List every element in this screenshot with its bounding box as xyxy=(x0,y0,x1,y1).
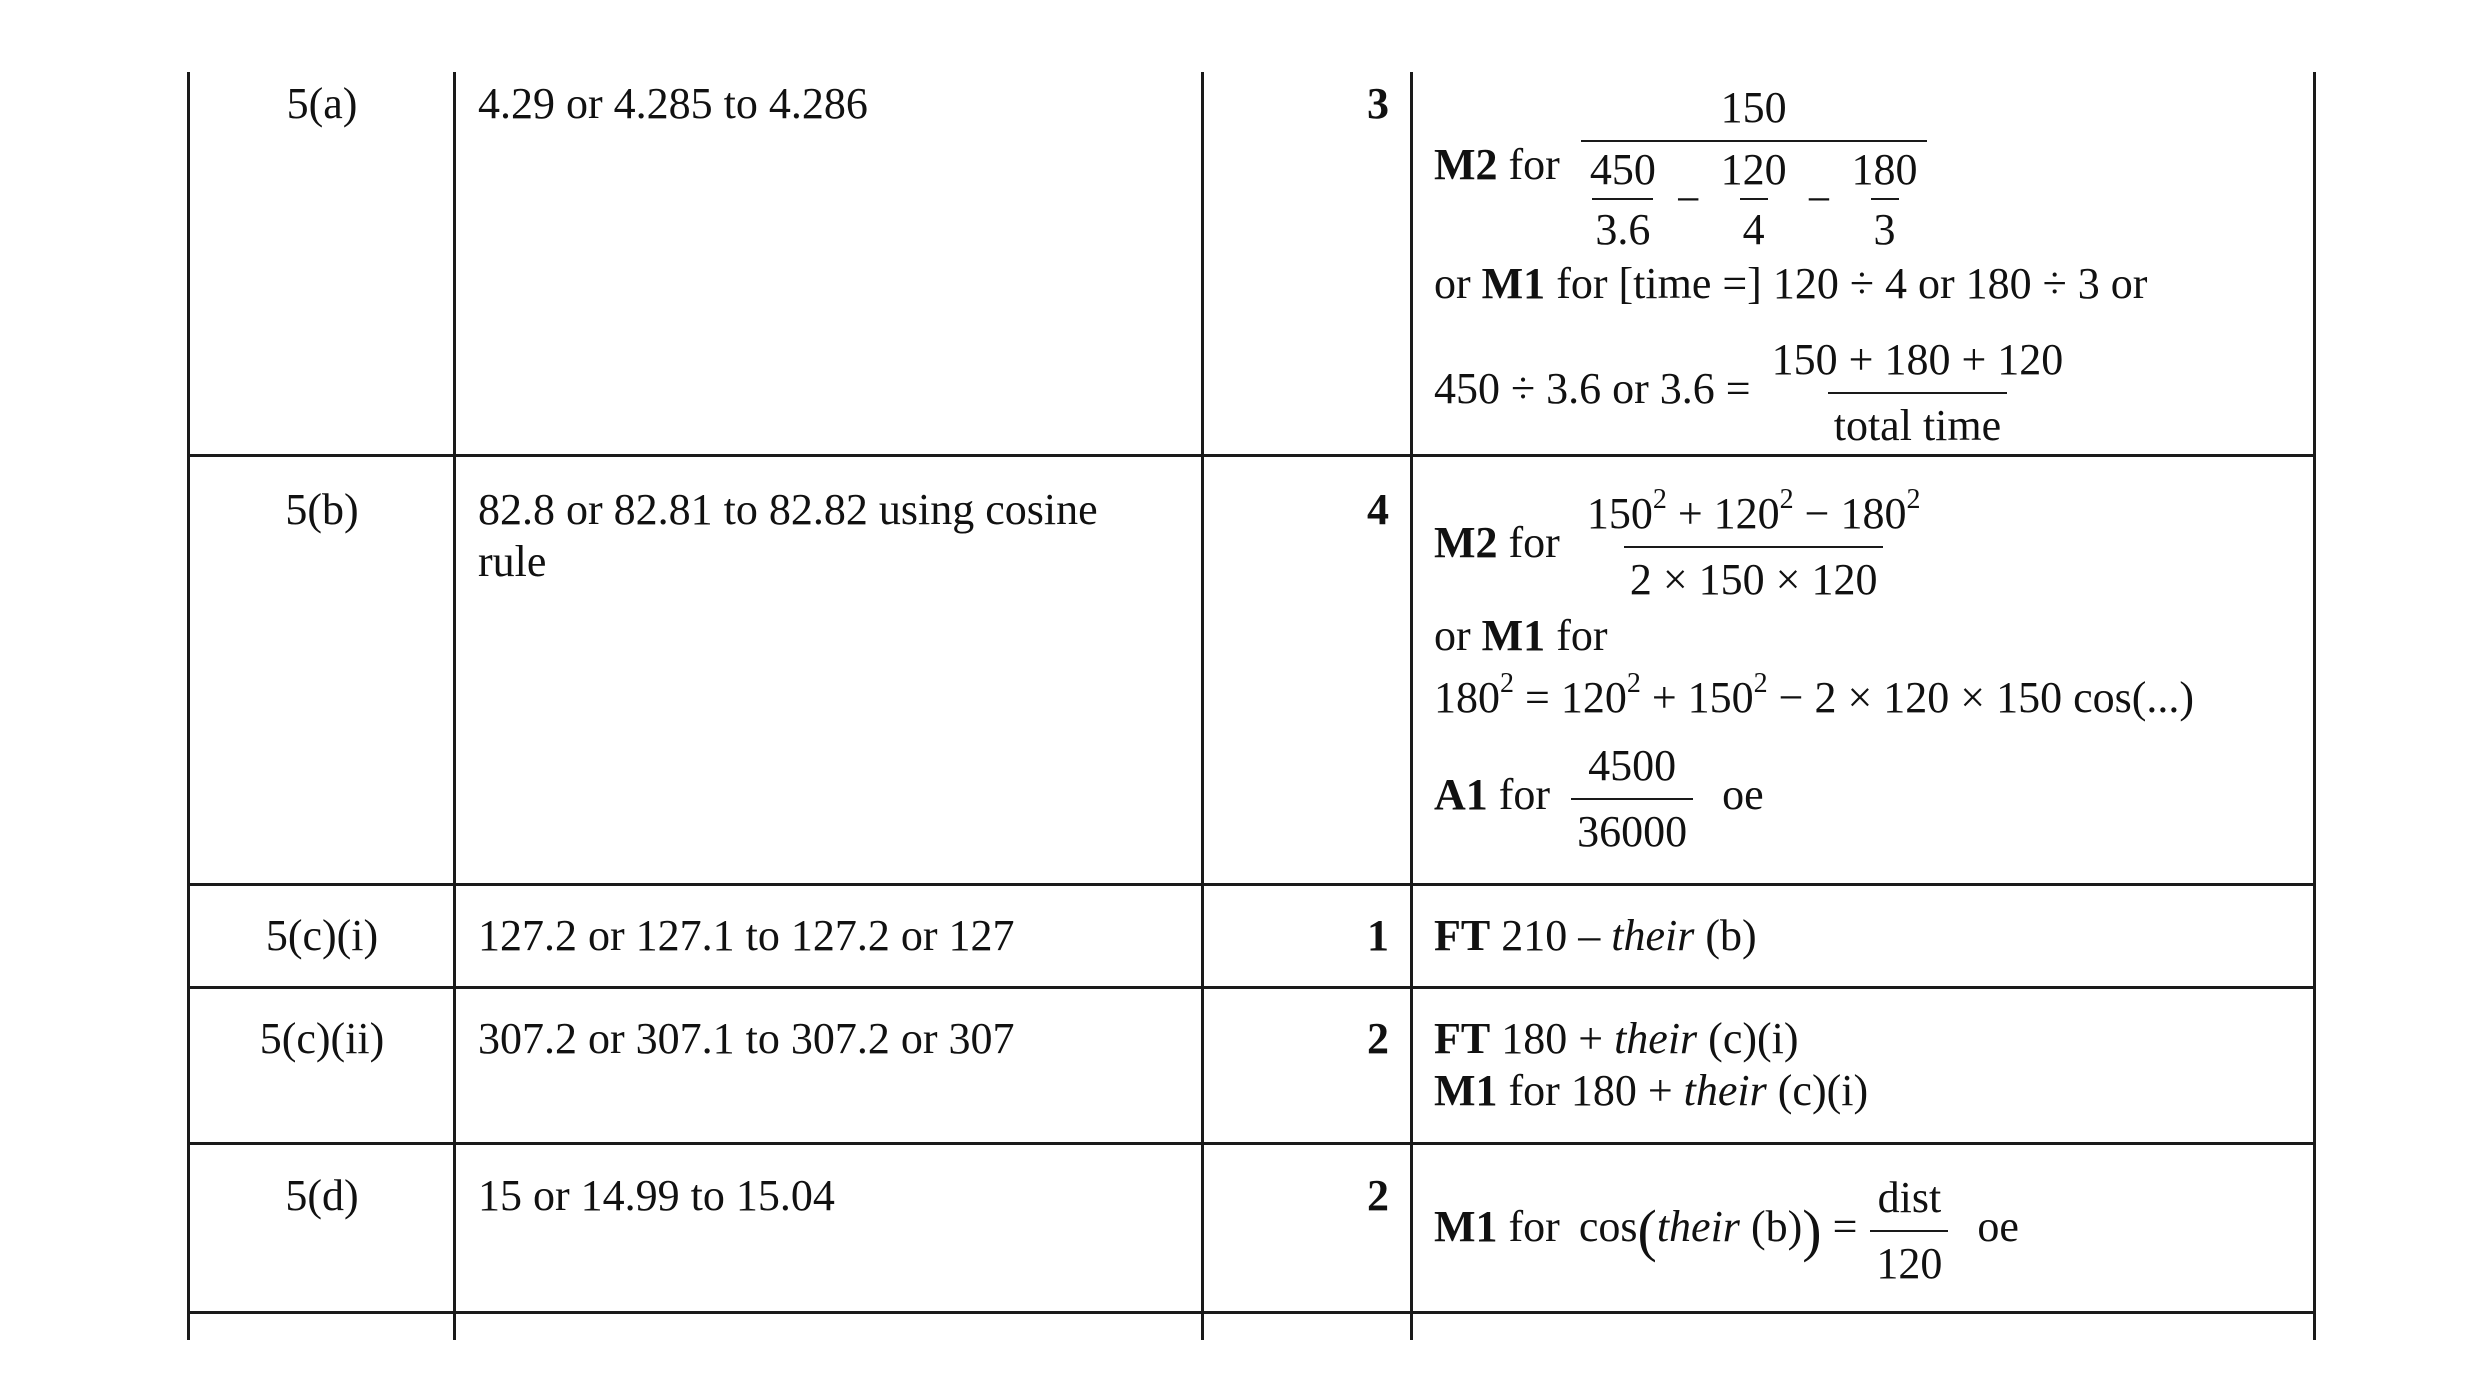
table-border-right xyxy=(2313,72,2316,1340)
term: 180 xyxy=(1434,673,1500,722)
answer-text: 307.2 or 307.1 to 307.2 or 307 xyxy=(478,1014,1015,1063)
or-text: or xyxy=(1434,611,1471,660)
guidance-m1-line xyxy=(1434,1065,1868,1117)
equals-sign: = xyxy=(1832,1202,1858,1252)
answer-text: 82.8 or 82.81 to 82.82 using cosine xyxy=(478,485,1098,534)
minus-sign: − xyxy=(1675,175,1701,224)
minus-sign: − xyxy=(1806,175,1832,224)
question-number: 5(d) xyxy=(285,1171,359,1220)
term: − 180 xyxy=(1804,489,1907,538)
question-number: 5(a) xyxy=(286,79,358,128)
term-denominator: 3.6 xyxy=(1592,198,1653,256)
for-text: for xyxy=(1556,611,1608,660)
guidance-text: 450 ÷ 3.6 or 3.6 = xyxy=(1434,364,1751,414)
marks-value: 4 xyxy=(1367,485,1389,534)
answer-text: 4.29 or 4.285 to 4.286 xyxy=(478,79,868,128)
term: + 150 xyxy=(1651,673,1754,722)
oe-text: oe xyxy=(1977,1202,2019,1252)
fraction-numerator: 4500 xyxy=(1588,741,1677,790)
marks-value: 1 xyxy=(1367,911,1389,960)
answer-text: 15 or 14.99 to 15.04 xyxy=(478,1171,835,1220)
cosine-rule-equation xyxy=(1434,668,2195,724)
guidance-text: 210 – xyxy=(1501,911,1601,960)
squared: 2 xyxy=(1500,668,1514,700)
answer-text: 127.2 or 127.1 to 127.2 or 127 xyxy=(478,911,1015,960)
row-divider xyxy=(187,1311,2316,1314)
marks-value: 2 xyxy=(1367,1014,1389,1063)
row-divider xyxy=(187,454,2316,457)
for-text: for xyxy=(1498,770,1551,820)
question-number: 5(c)(i) xyxy=(265,911,379,960)
term: + 120 xyxy=(1677,489,1780,538)
or-text: or xyxy=(1434,259,1471,308)
term-denominator: 4 xyxy=(1740,198,1768,256)
guidance-ft-line xyxy=(1434,910,1757,962)
question-number: 5(b) xyxy=(285,485,359,534)
row-divider xyxy=(187,1142,2316,1145)
close-paren: ) xyxy=(1802,1198,1822,1263)
term: = 120 xyxy=(1525,673,1627,722)
distance-fraction xyxy=(1870,1172,1948,1290)
fraction-numerator: 150 xyxy=(1720,83,1787,132)
squared: 2 xyxy=(1779,484,1794,516)
term-numerator: 180 xyxy=(1851,145,1918,194)
squared: 2 xyxy=(1753,668,1768,700)
question-number: 5(c)(ii) xyxy=(259,1014,385,1063)
guidance-text: (b) xyxy=(1705,911,1757,960)
guidance-text: (c)(i) xyxy=(1777,1066,1869,1115)
fraction-denominator: 36000 xyxy=(1571,798,1693,858)
guidance-text: for 180 + xyxy=(1508,1066,1673,1115)
fraction-denominator: 2 × 150 × 120 xyxy=(1624,546,1884,606)
term: 150 xyxy=(1586,489,1653,538)
total-speed-fraction xyxy=(1766,334,2070,452)
for-text: for xyxy=(1508,518,1560,568)
guidance-m2-line xyxy=(1434,82,1927,256)
column-divider xyxy=(1201,72,1204,1340)
fraction-numerator xyxy=(1581,484,1927,546)
their-text: their xyxy=(1656,1202,1740,1252)
method-mark-label: M1 xyxy=(1481,611,1546,660)
guidance-text: 180 + xyxy=(1501,1014,1604,1063)
guidance-m2-line xyxy=(1434,484,1927,606)
guidance-m1-line xyxy=(1434,258,2147,310)
column-divider xyxy=(453,72,456,1340)
answer-text: rule xyxy=(478,537,547,586)
fraction-numerator: 150 + 180 + 120 xyxy=(1771,335,2064,384)
guidance-a1-line xyxy=(1434,740,1764,858)
guidance-speed-line xyxy=(1434,334,2069,452)
squared: 2 xyxy=(1906,484,1921,516)
accuracy-mark-label: A1 xyxy=(1434,770,1488,820)
squared: 2 xyxy=(1626,668,1641,700)
term-denominator: 3 xyxy=(1871,198,1899,256)
for-text: for xyxy=(1508,1202,1560,1252)
term-numerator: 120 xyxy=(1720,145,1787,194)
guidance-m1-line xyxy=(1434,1172,2019,1290)
follow-through-label: FT xyxy=(1434,911,1491,960)
method-mark-label: M1 xyxy=(1434,1066,1498,1115)
follow-through-label: FT xyxy=(1434,1014,1491,1063)
a1-fraction xyxy=(1571,740,1693,858)
method-mark-label: M1 xyxy=(1434,1202,1498,1252)
term-fraction xyxy=(1849,144,1921,256)
open-paren: ( xyxy=(1637,1198,1657,1263)
oe-text: oe xyxy=(1722,770,1764,820)
method-mark-label: M2 xyxy=(1434,518,1498,568)
method-mark-label: M2 xyxy=(1434,140,1498,190)
guidance-m1-line xyxy=(1434,610,1608,662)
fraction-numerator: dist xyxy=(1877,1173,1942,1222)
term-fraction xyxy=(1718,144,1790,256)
term-fraction xyxy=(1587,144,1659,256)
their-text: their xyxy=(1614,1014,1698,1063)
guidance-text: (c)(i) xyxy=(1708,1014,1799,1063)
guidance-text: (b) xyxy=(1750,1202,1803,1252)
cos-text: cos xyxy=(1578,1202,1638,1252)
table-border-left xyxy=(187,72,190,1340)
marks-value: 2 xyxy=(1367,1171,1389,1220)
for-text: for xyxy=(1508,140,1560,190)
term-numerator: 450 xyxy=(1589,145,1656,194)
fraction-denominator: 120 xyxy=(1870,1230,1948,1290)
their-text: their xyxy=(1683,1066,1767,1115)
guidance-text: for [time =] 120 ÷ 4 or 180 ÷ 3 or xyxy=(1556,259,2148,308)
speed-fraction xyxy=(1581,82,1927,256)
squared: 2 xyxy=(1652,484,1667,516)
row-divider xyxy=(187,883,2316,886)
guidance-ft-line xyxy=(1434,1013,1799,1065)
row-divider xyxy=(187,986,2316,989)
fraction-denominator xyxy=(1581,140,1927,256)
cosine-rule-fraction xyxy=(1581,484,1927,606)
fraction-denominator: total time xyxy=(1828,392,2007,452)
method-mark-label: M1 xyxy=(1481,259,1546,308)
marks-value: 3 xyxy=(1367,79,1389,128)
term: − 2 × 120 × 150 cos(...) xyxy=(1778,673,2195,722)
their-text: their xyxy=(1611,911,1695,960)
column-divider xyxy=(1410,72,1413,1340)
